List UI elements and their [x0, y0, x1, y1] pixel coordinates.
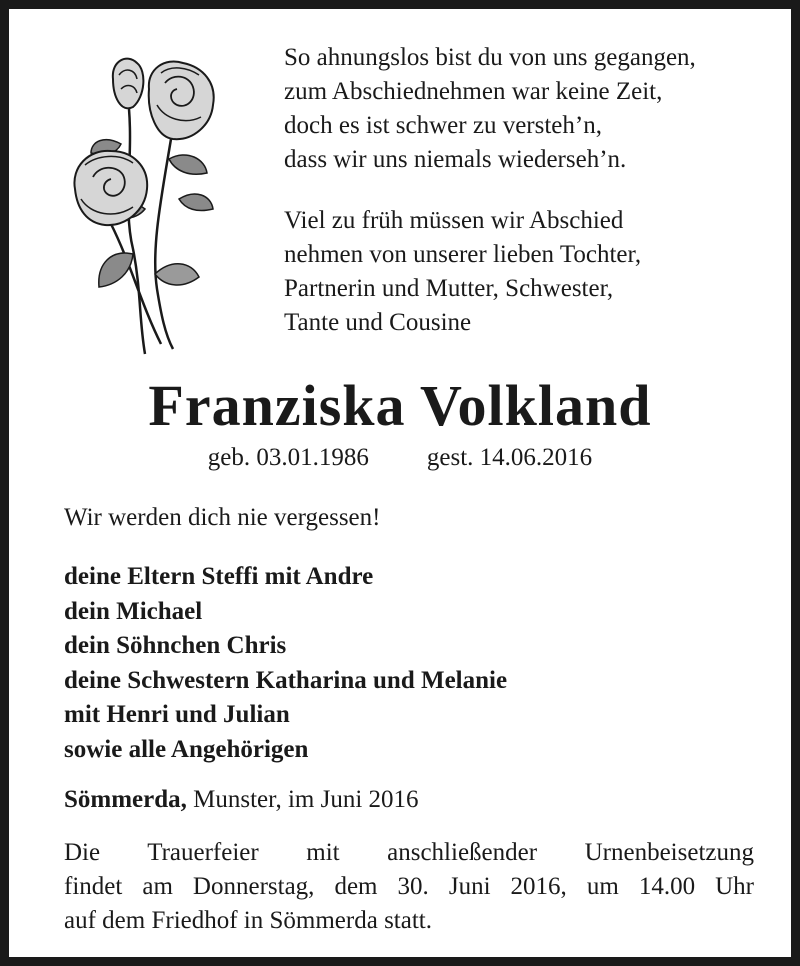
place-and-date	[64, 783, 419, 817]
intro-line: Partnerin und Mutter, Schwester,	[284, 275, 614, 302]
funeral-line: findet am Donnerstag, dem 30. Juni 2016, um 14.00 Uhr	[64, 873, 754, 900]
funeral-info	[64, 836, 754, 938]
intro-text	[284, 204, 641, 340]
mourners-list	[64, 560, 507, 767]
intro-line: nehmen von unserer lieben Tochter,	[284, 241, 642, 268]
place-rest: Munster, im Juni 2016	[193, 786, 419, 813]
funeral-line: auf dem Friedhof in Sömmerda statt.	[64, 907, 432, 934]
intro-line: Viel zu früh müssen wir Abschied	[284, 207, 624, 234]
mourner-line: deine Eltern Steffi mit Andre	[64, 563, 374, 590]
mourner-line: dein Söhnchen Chris	[64, 632, 287, 659]
mourner-line: dein Michael	[64, 597, 203, 625]
poem-line: dass wir uns niemals wiederseh’n.	[284, 146, 627, 173]
memorial-message: Wir werden dich nie vergessen!	[64, 504, 381, 531]
poem-line: zum Abschiednehmen war keine Zeit,	[284, 78, 663, 105]
mourner-line: mit Henri und Julian	[64, 701, 290, 728]
place-city: Sömmerda,	[64, 786, 187, 813]
mourner-line: sowie alle Angehörigen	[64, 735, 309, 763]
poem-line: doch es ist schwer zu versteh’n,	[284, 112, 602, 139]
birth-date: geb. 03.01.1986	[207, 444, 369, 471]
funeral-line: Die Trauerfeier mit anschließender Urnenbeisetzung	[64, 839, 754, 866]
intro-line: Tante und Cousine	[284, 309, 472, 336]
poem	[284, 41, 696, 177]
mourner-line: deine Schwestern Katharina und Melanie	[64, 666, 508, 694]
roses-illustration	[61, 49, 231, 359]
deceased-name: Franziska Volkland	[148, 373, 652, 438]
poem-line: So ahnungslos bist du von uns gegangen,	[284, 44, 696, 71]
death-date: gest. 14.06.2016	[426, 444, 593, 471]
life-dates	[9, 441, 791, 475]
